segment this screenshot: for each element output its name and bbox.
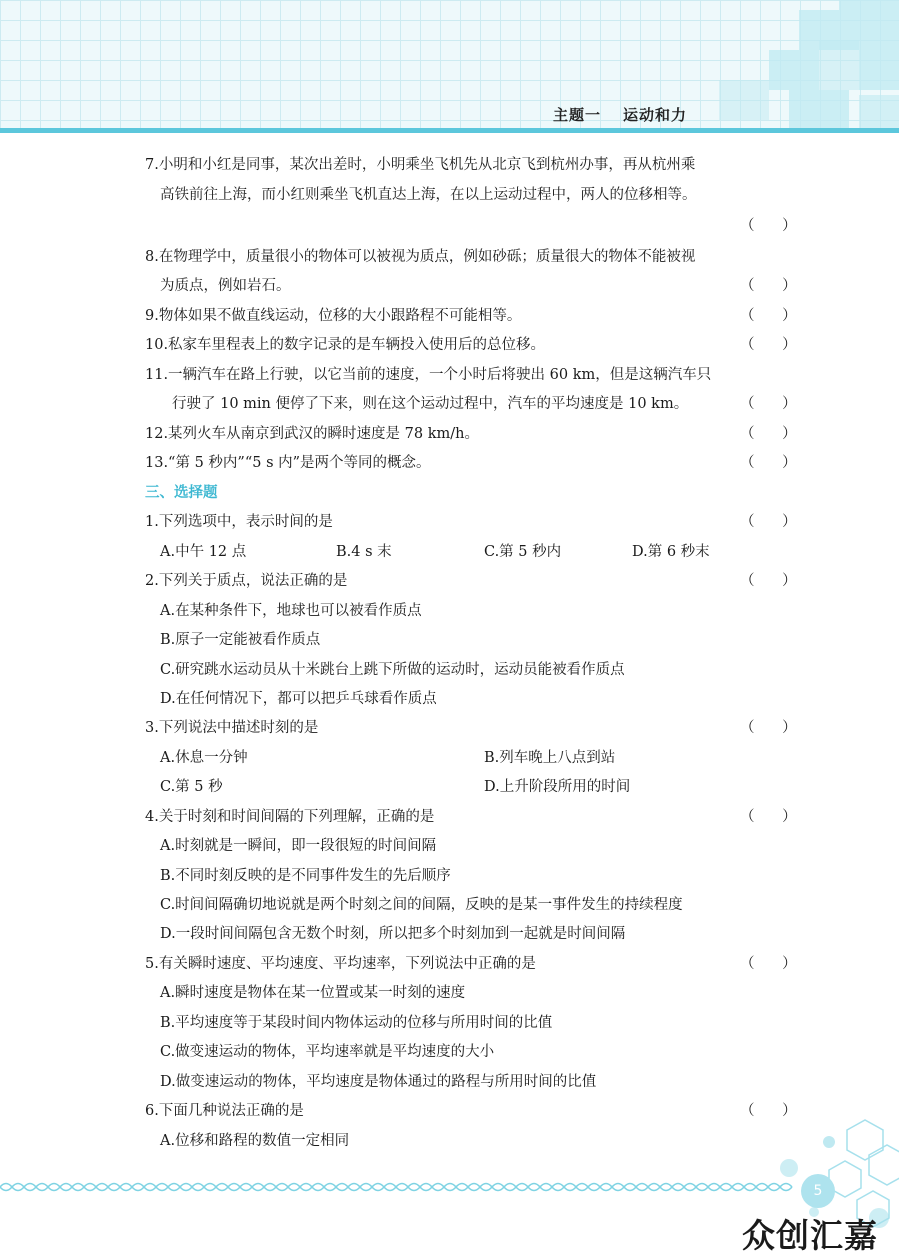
tf-item-8-line1: 8.在物理学中，质量很小的物体可以被视为质点，例如砂砾；质量很大的物体不能被视: [145, 249, 696, 265]
choice-2-option-b: B.原子一定能被看作质点: [160, 632, 321, 648]
choice-4-option-c: C.时间间隔确切地说就是两个时刻之间的间隔，反映的是某一事件发生的持续程度: [160, 897, 683, 913]
choice-6-answer: （ ）: [740, 1103, 797, 1119]
tf-item-8-answer: （ ）: [740, 278, 797, 294]
choice-4-option-a: A.时刻就是一瞬间，即一段很短的时间间隔: [160, 838, 437, 854]
choice-1-option-d: D.第 6 秒末: [632, 544, 710, 560]
choice-1-stem: 1.下列选项中，表示时间的是: [145, 514, 333, 530]
choice-4-stem: 4.关于时刻和时间间隔的下列理解，正确的是: [145, 809, 435, 825]
choice-3-option-a: A.休息一分钟: [160, 750, 248, 766]
tf-item-7-answer: （ ）: [740, 218, 797, 234]
choice-5-stem: 5.有关瞬时速度、平均速度、平均速率，下列说法中正确的是: [145, 956, 536, 972]
choice-2-option-c: C.研究跳水运动员从十米跳台上跳下所做的运动时，运动员能被看作质点: [160, 662, 625, 678]
choice-5-option-a: A.瞬时速度是物体在某一位置或某一时刻的速度: [160, 985, 466, 1001]
choice-5-option-b: B.平均速度等于某段时间内物体运动的位移与所用时间的比值: [160, 1015, 553, 1031]
header-rule: [0, 128, 899, 133]
choice-3-stem: 3.下列说法中描述时刻的是: [145, 720, 319, 736]
tf-item-11-line2: 行驶了 10 min 便停了下来，则在这个运动过程中，汽车的平均速度是 10 km。: [172, 396, 689, 412]
watermark: 众创汇嘉: [742, 1216, 878, 1255]
choice-4-option-d: D.一段时间间隔包含无数个时刻，所以把多个时刻加到一起就是时间间隔: [160, 926, 626, 942]
choice-1-option-c: C.第 5 秒内: [484, 544, 562, 560]
footer-wave-border: [0, 1178, 899, 1196]
choice-2-option-d: D.在任何情况下，都可以把乒乓球看作质点: [160, 691, 437, 707]
choice-1-option-a: A.中午 12 点: [160, 544, 247, 560]
tf-item-8-line2: 为质点，例如岩石。: [160, 278, 291, 294]
choice-2-answer: （ ）: [740, 573, 797, 589]
tf-item-10-answer: （ ）: [740, 337, 797, 353]
choice-4-answer: （ ）: [740, 809, 797, 825]
tf-item-10: 10.私家车里程表上的数字记录的是车辆投入使用后的总位移。: [145, 337, 546, 353]
choice-6-option-a: A.位移和路程的数值一定相同: [160, 1133, 350, 1149]
choice-5-option-d: D.做变速运动的物体，平均速度是物体通过的路程与所用时间的比值: [160, 1074, 597, 1090]
choice-5-answer: （ ）: [740, 956, 797, 972]
tf-item-7-line2: 高铁前往上海，而小红则乘坐飞机直达上海，在以上运动过程中，两人的位移相等。: [160, 187, 697, 203]
tf-item-12: 12.某列火车从南京到武汉的瞬时速度是 78 km/h。: [145, 426, 479, 442]
choice-5-option-c: C.做变速运动的物体，平均速率就是平均速度的大小: [160, 1044, 495, 1060]
choice-3-option-b: B.列车晚上八点到站: [484, 750, 616, 766]
tf-item-11-line1: 11.一辆汽车在路上行驶，以它当前的速度，一个小时后将驶出 60 km，但是这辆汽车只: [145, 367, 712, 383]
tf-item-9: 9.物体如果不做直线运动，位移的大小跟路程不可能相等。: [145, 308, 522, 324]
choice-1-answer: （ ）: [740, 514, 797, 530]
header-part1: 主题一: [553, 106, 602, 124]
tf-item-7-line1: 7.小明和小红是同事，某次出差时，小明乘坐飞机先从北京飞到杭州办事，再从杭州乘: [145, 157, 696, 173]
choice-6-stem: 6.下面几种说法正确的是: [145, 1103, 304, 1119]
tf-item-13: 13.“第 5 秒内”“5 s 内”是两个等同的概念。: [145, 455, 431, 471]
tf-item-9-answer: （ ）: [740, 308, 797, 324]
header-part2: 运动和力: [623, 106, 688, 124]
choice-3-answer: （ ）: [740, 720, 797, 736]
choice-2-option-a: A.在某种条件下，地球也可以被看作质点: [160, 603, 422, 619]
choice-4-option-b: B.不同时刻反映的是不同事件发生的先后顺序: [160, 868, 451, 884]
tf-item-11-answer: （ ）: [740, 396, 797, 412]
running-header: [553, 104, 687, 125]
tf-item-13-answer: （ ）: [740, 455, 797, 471]
page-number: 5: [801, 1174, 835, 1208]
choice-3-option-c: C.第 5 秒: [160, 779, 223, 795]
choice-2-stem: 2.下列关于质点，说法正确的是: [145, 573, 348, 589]
section-title: 三、选择题: [145, 485, 218, 501]
choice-3-option-d: D.上升阶段所用的时间: [484, 779, 631, 795]
tf-item-12-answer: （ ）: [740, 426, 797, 442]
choice-1-option-b: B.4 s 末: [336, 544, 392, 560]
